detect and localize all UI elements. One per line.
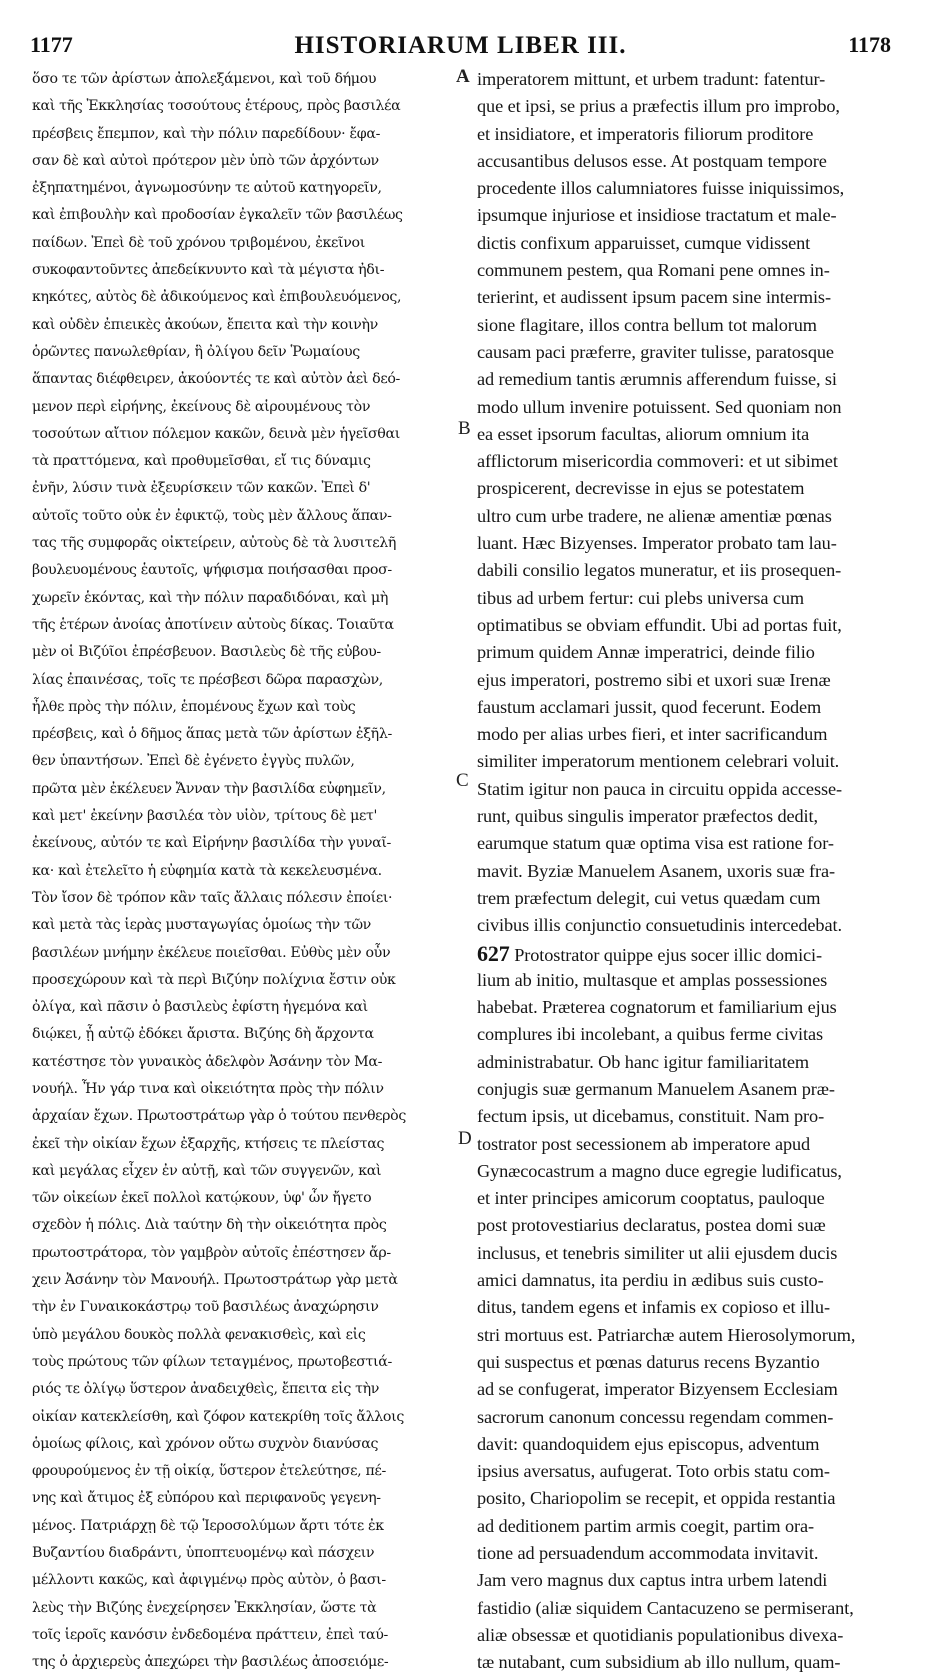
latin-text-line: complures ibi incolebant, a quibus ferme civitas — [477, 1024, 823, 1045]
column-number: 627 — [477, 940, 510, 966]
latin-text-line: civibus illis conjunctio consuetudinis intercedebat. — [477, 915, 842, 936]
greek-text-line: ὀλίγα, καὶ πᾶσιν ὁ βασιλεὺς ἐφίστη ἡγεμόνα καὶ — [32, 999, 368, 1016]
latin-text-line: earumque statum quæ optima visa est ratione for- — [477, 833, 834, 854]
latin-text-line: habebat. Præterea cognatorum et familiarium ejus — [477, 997, 837, 1018]
latin-text-line: tostrator post secessionem ab imperatore apud — [477, 1133, 811, 1154]
greek-text-line: ὁμοίως φίλοις, καὶ χρόνον οὕτω συχνὸν διανύσας — [32, 1435, 379, 1452]
latin-text-line: Statim igitur non pauca in circuitu oppida accesse- — [477, 778, 842, 799]
greek-text-line: μὲν οἱ Βιζύῖοι ἐπρέσβευον. Βασιλεὺς δὲ τῆς εὐβου- — [32, 644, 381, 661]
latin-text-line: sione flagitare, illos contra bellum tot malorum — [477, 314, 817, 335]
greek-text-line: ὅσο τε τῶν ἀρίστων ἀπολεξάμενοι, καὶ τοῦ δήμου — [32, 71, 377, 87]
greek-text-line: τοὺς πρώτους τῶν φίλων τεταγμένος, πρωτοβεστιά- — [32, 1353, 392, 1370]
margin-marker-c: C — [456, 770, 469, 791]
latin-text-line: mavit. Byziæ Manuelem Asanem, uxoris suæ fra- — [477, 860, 836, 881]
latin-text-line: 627 Protostrator quippe ejus socer illic domici- — [477, 940, 823, 966]
latin-text-line: ipsumque injuriose et insidiose tractatum et male- — [477, 205, 837, 226]
greek-text-line: βουλευομένους ἑαυτοῖς, ψήφισμα ποιήσασθαι προσ- — [32, 562, 392, 579]
greek-text-line: τοσούτων αἴτιον πόλεμον κακῶν, δεινὰ μὲν ἡγεῖσθαι — [32, 425, 400, 442]
greek-text-line: φρουρούμενος ἐν τῇ οἰκίᾳ, ὕστερον ἐτελεύτησε, πέ- — [32, 1463, 386, 1480]
latin-text-line: lium ab initio, multasque et amplas possessiones — [477, 969, 828, 990]
latin-text-line: tibus ad urbem fertur: cui plebs universa cum — [477, 587, 805, 608]
latin-text-line: trem præfectum delegit, cui vetus quædam cum — [477, 887, 821, 908]
greek-text-line: τῶν οἰκείων ἐκεῖ πολλοὶ κατῴκουν, ὑφ' ὧν ἤγετο — [32, 1190, 372, 1207]
greek-text-line: Βυζαντίου διαδράντι, ὑποπτευομένῳ καὶ πάσχειν — [32, 1545, 375, 1562]
latin-text-line: et insidiatore, et imperatoris filiorum proditore — [477, 123, 814, 144]
greek-text-line: ἐξηπατημένοι, ἀγνωμοσύνην τε αὐτοῦ κατηγορεῖν, — [32, 180, 382, 197]
latin-text-column — [477, 66, 895, 1677]
latin-text-line: Jam vero magnus dux captus intra urbem latendi — [477, 1570, 828, 1591]
latin-text-line: ea esset ipsorum facultas, aliorum omnium ita — [477, 423, 810, 444]
greek-text-line: τας τῆς συμφορᾶς οἰκτείρειν, αὐτοὺς δὲ τὰ λυσιτελῆ — [32, 535, 397, 552]
latin-text-line: stri mortuus est. Patriarchæ autem Hierosolymorum, — [477, 1324, 856, 1345]
greek-text-line: χειν Ἀσάνην τὸν Μανουήλ. Πρωτοστράτωρ γὰρ μετὰ — [32, 1272, 398, 1289]
greek-text-line: ἦλθε πρὸς τὴν πόλιν, ἑπομένους ἔχων καὶ τοὺς — [32, 698, 356, 715]
greek-text-line: λίας ἐπαινέσας, τοῖς τε πρέσβεσι δῶρα παρασχὼν, — [32, 671, 383, 688]
greek-text-line: νουήλ. Ἦν γάρ τινα καὶ οἰκειότητα πρὸς τὴν πόλιν — [32, 1080, 384, 1097]
latin-text-line: imperatorem mittunt, et urbem tradunt: fatentur- — [477, 69, 826, 89]
greek-text-line: καὶ μεγάλας εἶχεν ἐν αὐτῇ, καὶ τῶν συγγενῶν, καὶ — [32, 1162, 382, 1179]
margin-marker-a: A — [456, 66, 470, 87]
greek-text-line: καὶ μετ' ἐκείνην βασιλέα τὸν υἱὸν, τρίτους δὲ μετ' — [32, 808, 378, 825]
greek-text-line: λεὺς τὴν Βιζύης ἐνεχείρησεν Ἐκκλησίαν, ὥστε τὰ — [32, 1599, 377, 1616]
latin-text-line: post protovestiarius declaratus, postea domi suæ — [477, 1215, 826, 1236]
greek-text-line: Τὸν ἴσον δὲ τρόπον κἂν ταῖς ἄλλαις πόλεσιν ἐποίει· — [32, 889, 393, 906]
latin-text-line: conjugis suæ germanum Manuelem Asanem præ- — [477, 1078, 835, 1099]
greek-text-line: κηκότες, αὐτὸς δὲ ἀδικούμενος καὶ ἐπιβουλευόμενος, — [32, 289, 402, 306]
latin-text-line: Gynæcocastrum a magno duce egregie ludificatus, — [477, 1160, 842, 1181]
latin-text-line: procedente illos calumniatores fuisse iniquissimos, — [477, 178, 845, 199]
greek-text-line: σχεδὸν ἡ πόλις. Διὰ ταύτην δὴ τὴν οἰκειότητα πρὸς — [32, 1217, 387, 1234]
greek-text-line: ἀρχαίαν ἔχων. Πρωτοστράτωρ γὰρ ὁ τούτου πενθερὸς — [32, 1108, 406, 1125]
latin-text-line: amici damnatus, ita perdiu in ædibus suis custo- — [477, 1270, 824, 1291]
page-number-left: 1177 — [30, 32, 73, 57]
greek-text-line: χωρεῖν ἑκόντας, καὶ τὴν πόλιν παραδιδόναι, καὶ μὴ — [32, 589, 389, 606]
latin-text-line: dictis confixum apparuisset, cumque vidissent — [477, 232, 811, 253]
running-title: HISTORIARUM LIBER III. — [294, 32, 627, 59]
running-header — [30, 32, 891, 66]
latin-text-line: tæ nutabant, cum subsidium ab illo nullum, quam- — [477, 1652, 841, 1673]
greek-text-line: παίδων. Ἐπεὶ δὲ τοῦ χρόνου τριβομένου, ἐκεῖνοι — [32, 234, 365, 251]
latin-text-line: ipsius aversatus, aufugerat. Toto orbis statu com- — [477, 1461, 830, 1482]
greek-text-line: μέλλοντι κακῶς, καὶ ἀφιγμένῳ πρὸς αὐτὸν, ὁ βασι- — [32, 1572, 386, 1589]
greek-text-line: ἅπαντας διέφθειρεν, ἀκούοντές τε καὶ αὐτὸν ἀεὶ δεό- — [32, 371, 400, 388]
greek-text-line: μένος. Πατριάρχῃ δὲ τῷ Ἱεροσολύμων ἄρτι τότε ἐκ — [32, 1517, 384, 1534]
greek-text-line: μενον περὶ εἰρήνης, ἐκείνους δὲ αἱρουμένους τὸν — [32, 398, 371, 415]
latin-text-line: ditus, tandem egens et infamis ex copioso et illu- — [477, 1297, 830, 1318]
greek-text-line: τῆς ἑτέρων ἀνοίας ἀποτίνειν αὐτοὺς δίκας. Τοιαῦτα — [32, 616, 394, 633]
greek-text-line: οἰκίαν κατεκλείσθη, καὶ ζόφον κατεκρίθη τοῖς ἄλλοις — [32, 1408, 404, 1425]
greek-text-line: συκοφαντοῦντες ἀπεδείκνυντο καὶ τὰ μέγιστα ἠδι- — [32, 262, 385, 279]
latin-text-line: fectum ipsis, ut dicebamus, constituit. Nam pro- — [477, 1106, 825, 1127]
greek-text-line: καὶ οὐδὲν ἐπιεικὲς ἀκούων, ἔπειτα καὶ τὴν κοινὴν — [32, 316, 378, 333]
greek-text-line: καὶ μετὰ τὰς ἱερὰς μυσταγωγίας ὁμοίως τὴν τῶν — [32, 917, 371, 934]
latin-text-line: fastidio (aliæ siquidem Cantacuzeno se permiserant, — [477, 1597, 854, 1618]
latin-text-line: similiter imperatorum mentionem celebrari voluit. — [477, 751, 840, 772]
greek-text-column — [32, 66, 459, 1677]
latin-text-line: ad deditionem partim armis coegit, partim ora- — [477, 1515, 815, 1536]
margin-marker-b: B — [458, 418, 471, 439]
greek-text-line: ριός τε ὀλίγῳ ὕστερον ἀναδειχθεὶς, ἔπειτα εἰς τὴν — [32, 1381, 380, 1398]
margin-marker-d: D — [458, 1128, 472, 1149]
latin-text-line: modo ullum invenire potuissent. Sed quoniam non — [477, 396, 842, 417]
greek-text-line: θεν ὑπαντήσων. Ἐπεὶ δὲ ἐγένετο ἐγγὺς πυλῶν, — [32, 753, 355, 770]
latin-text-line: luant. Hæc Bizyenses. Imperator probato tam lau- — [477, 533, 837, 554]
greek-text-line: της ὁ ἀρχιερεὺς ἀπεχώρει τὴν βασιλέως ἀποσειόμε- — [32, 1654, 389, 1671]
latin-text-line: causam paci præferre, graviter tulisse, paratosque — [477, 341, 834, 362]
page-number-right: 1178 — [848, 32, 891, 57]
latin-text-line: ejus imperatori, postremo sibi et uxori suæ Irenæ — [477, 669, 831, 690]
greek-text-line: πρῶτα μὲν ἐκέλευεν Ἄνναν τὴν βασιλίδα εὐφημεῖν, — [32, 780, 386, 797]
greek-text-line: ἐνῆν, λύσιν τινὰ ἐξευρίσκειν τῶν κακῶν. Ἐπεὶ δ' — [32, 480, 371, 497]
latin-text-line: dabili consilio legatos muneratur, et iis prosequen- — [477, 560, 842, 581]
greek-text-line: ἐκεῖ τὴν οἰκίαν ἔχων ἐξαρχῆς, κτήσεις τε πλείστας — [32, 1135, 385, 1152]
latin-text-line: posito, Chariopolim se recepit, et oppida restantia — [477, 1488, 836, 1509]
latin-text-line: optimatibus se obviam effundit. Ubi ad portas fuit, — [477, 614, 842, 635]
greek-text-line: αὐτοῖς τοῦτο οὐκ ἐν ἐφικτῷ, τοὺς μὲν ἄλλους ἅπαν- — [32, 507, 392, 524]
greek-text-line: καὶ ἐπιβουλὴν καὶ προδοσίαν ἐγκαλεῖν τῶν βασιλέως — [32, 207, 403, 224]
greek-text-line: τοῖς ἱεροῖς κανόσιν ἐνδεδομένα πράττειν, ἐπεὶ ταύ- — [32, 1626, 388, 1643]
greek-text-line: πρέσβεις, καὶ ὁ δῆμος ἅπας μετὰ τῶν ἀρίστων ἐξῆλ- — [32, 726, 392, 743]
latin-text-line: ultro cum urbe tradere, ne alienæ amentiæ pœnas — [477, 505, 832, 526]
latin-text-line: aliæ obsessæ et quotidianis populationibus divexa- — [477, 1624, 844, 1645]
greek-text-line: τὴν ἐν Γυναικοκάστρῳ τοῦ βασιλέως ἀναχώρησιν — [32, 1299, 379, 1316]
latin-text-line: davit: quandoquidem ejus episcopus, adventum — [477, 1433, 820, 1454]
greek-text-line: ὑπὸ μεγάλου δουκὸς πολλὰ φενακισθεὶς, καὶ εἰς — [32, 1326, 366, 1343]
greek-text-line: προσεχώρουν καὶ τὰ περὶ Βιζύην πολίχνια ἔστιν οὐκ — [32, 971, 396, 988]
latin-text-line: tione ad persuadendum accommodata invitavit. — [477, 1543, 819, 1564]
latin-text-line: qui suspectus et pœnas daturus recens Byzantio — [477, 1351, 820, 1372]
greek-text-line: πρωτοστράτορα, τὸν γαμβρὸν αὐτοῖς ἐπέστησεν ἄρ- — [32, 1244, 391, 1261]
latin-text-line: terierint, et audissent ipsum pacem sine intermis- — [477, 287, 831, 308]
latin-text-line: inclusus, et tenebris similiter ut alii ejusdem ducis — [477, 1242, 838, 1263]
greek-text-line: κα· καὶ ἐτελεῖτο ἡ εὐφημία κατὰ τὰ κεκελευσμένα. — [32, 862, 382, 879]
greek-text-line: ὁρῶντες πανωλεθρίαν, ἣ ὀλίγου δεῖν Ῥωμαίους — [32, 343, 360, 360]
latin-text-line: afflictorum misericordia commoveri: et ut sibimet — [477, 451, 838, 472]
greek-text-line: βασιλέων μνήμην ἐκέλευε ποιεῖσθαι. Εὐθὺς μὲν οὖν — [32, 944, 391, 961]
greek-text-line: πρέσβεις ἔπεμπον, καὶ τὴν πόλιν παρεδίδουν· ἔφα- — [32, 125, 381, 142]
latin-text-line: runt, quibus singulis imperator præfectos dedit, — [477, 806, 818, 827]
latin-text-line: faustum acclamari jussit, quod fecerunt. Eodem — [477, 696, 822, 717]
greek-text-line: διῴκει, ᾗ αὐτῷ ἐδόκει ἄριστα. Βιζύης δὴ ἄρχοντα — [32, 1026, 374, 1043]
latin-text-line: sacrorum canonum concessu regendam commen- — [477, 1406, 834, 1427]
latin-text-line: que et ipsi, se prius a præfectis illum pro improbo, — [477, 96, 840, 117]
greek-text-line: σαν δὲ καὶ αὐτοὶ πρότερον μὲν ὑπὸ τῶν ἀρχόντων — [32, 152, 379, 169]
greek-text-line: τὰ πραττόμενα, καὶ προθυμεῖσθαι, εἴ τις δύναμις — [32, 453, 371, 470]
latin-text-line: communem pestem, qua Romani pene omnes in- — [477, 260, 830, 281]
latin-text-line: ad se confugerat, imperator Bizyensem Ecclesiam — [477, 1379, 838, 1400]
latin-text-line: prospicerent, decrevisse in ejus se potestatem — [477, 478, 805, 499]
latin-text-line: accusantibus delusos esse. At postquam tempore — [477, 150, 827, 171]
latin-text-line: et inter principes amicorum cooptatus, pauloque — [477, 1188, 825, 1209]
greek-text-line: ἐκείνους, αὐτόν τε καὶ Εἰρήνην βασιλίδα τὴν γυναῖ- — [32, 835, 391, 852]
greek-text-line: νης καὶ ἄτιμος ἐξ εὐπόρου καὶ περιφανοῦς γεγενη- — [32, 1490, 381, 1507]
latin-text-line: administrabatur. Ob hanc igitur familiaritatem — [477, 1051, 809, 1072]
greek-text-line: καὶ τῆς Ἐκκλησίας τοσούτους ἑτέρους, πρὸς βασιλέα — [32, 98, 401, 115]
greek-text-line: κατέστησε τὸν γυναικὸς ἀδελφὸν Ἀσάνην τὸν Μα- — [32, 1053, 383, 1070]
latin-text-line: modo per alias urbes fieri, et inter sacrificandum — [477, 724, 828, 745]
latin-text-line: ad remedium tantis ærumnis afferendum fuisse, si — [477, 369, 837, 390]
latin-text-line: primum quidem Annæ imperatrici, deinde filio — [477, 642, 815, 663]
